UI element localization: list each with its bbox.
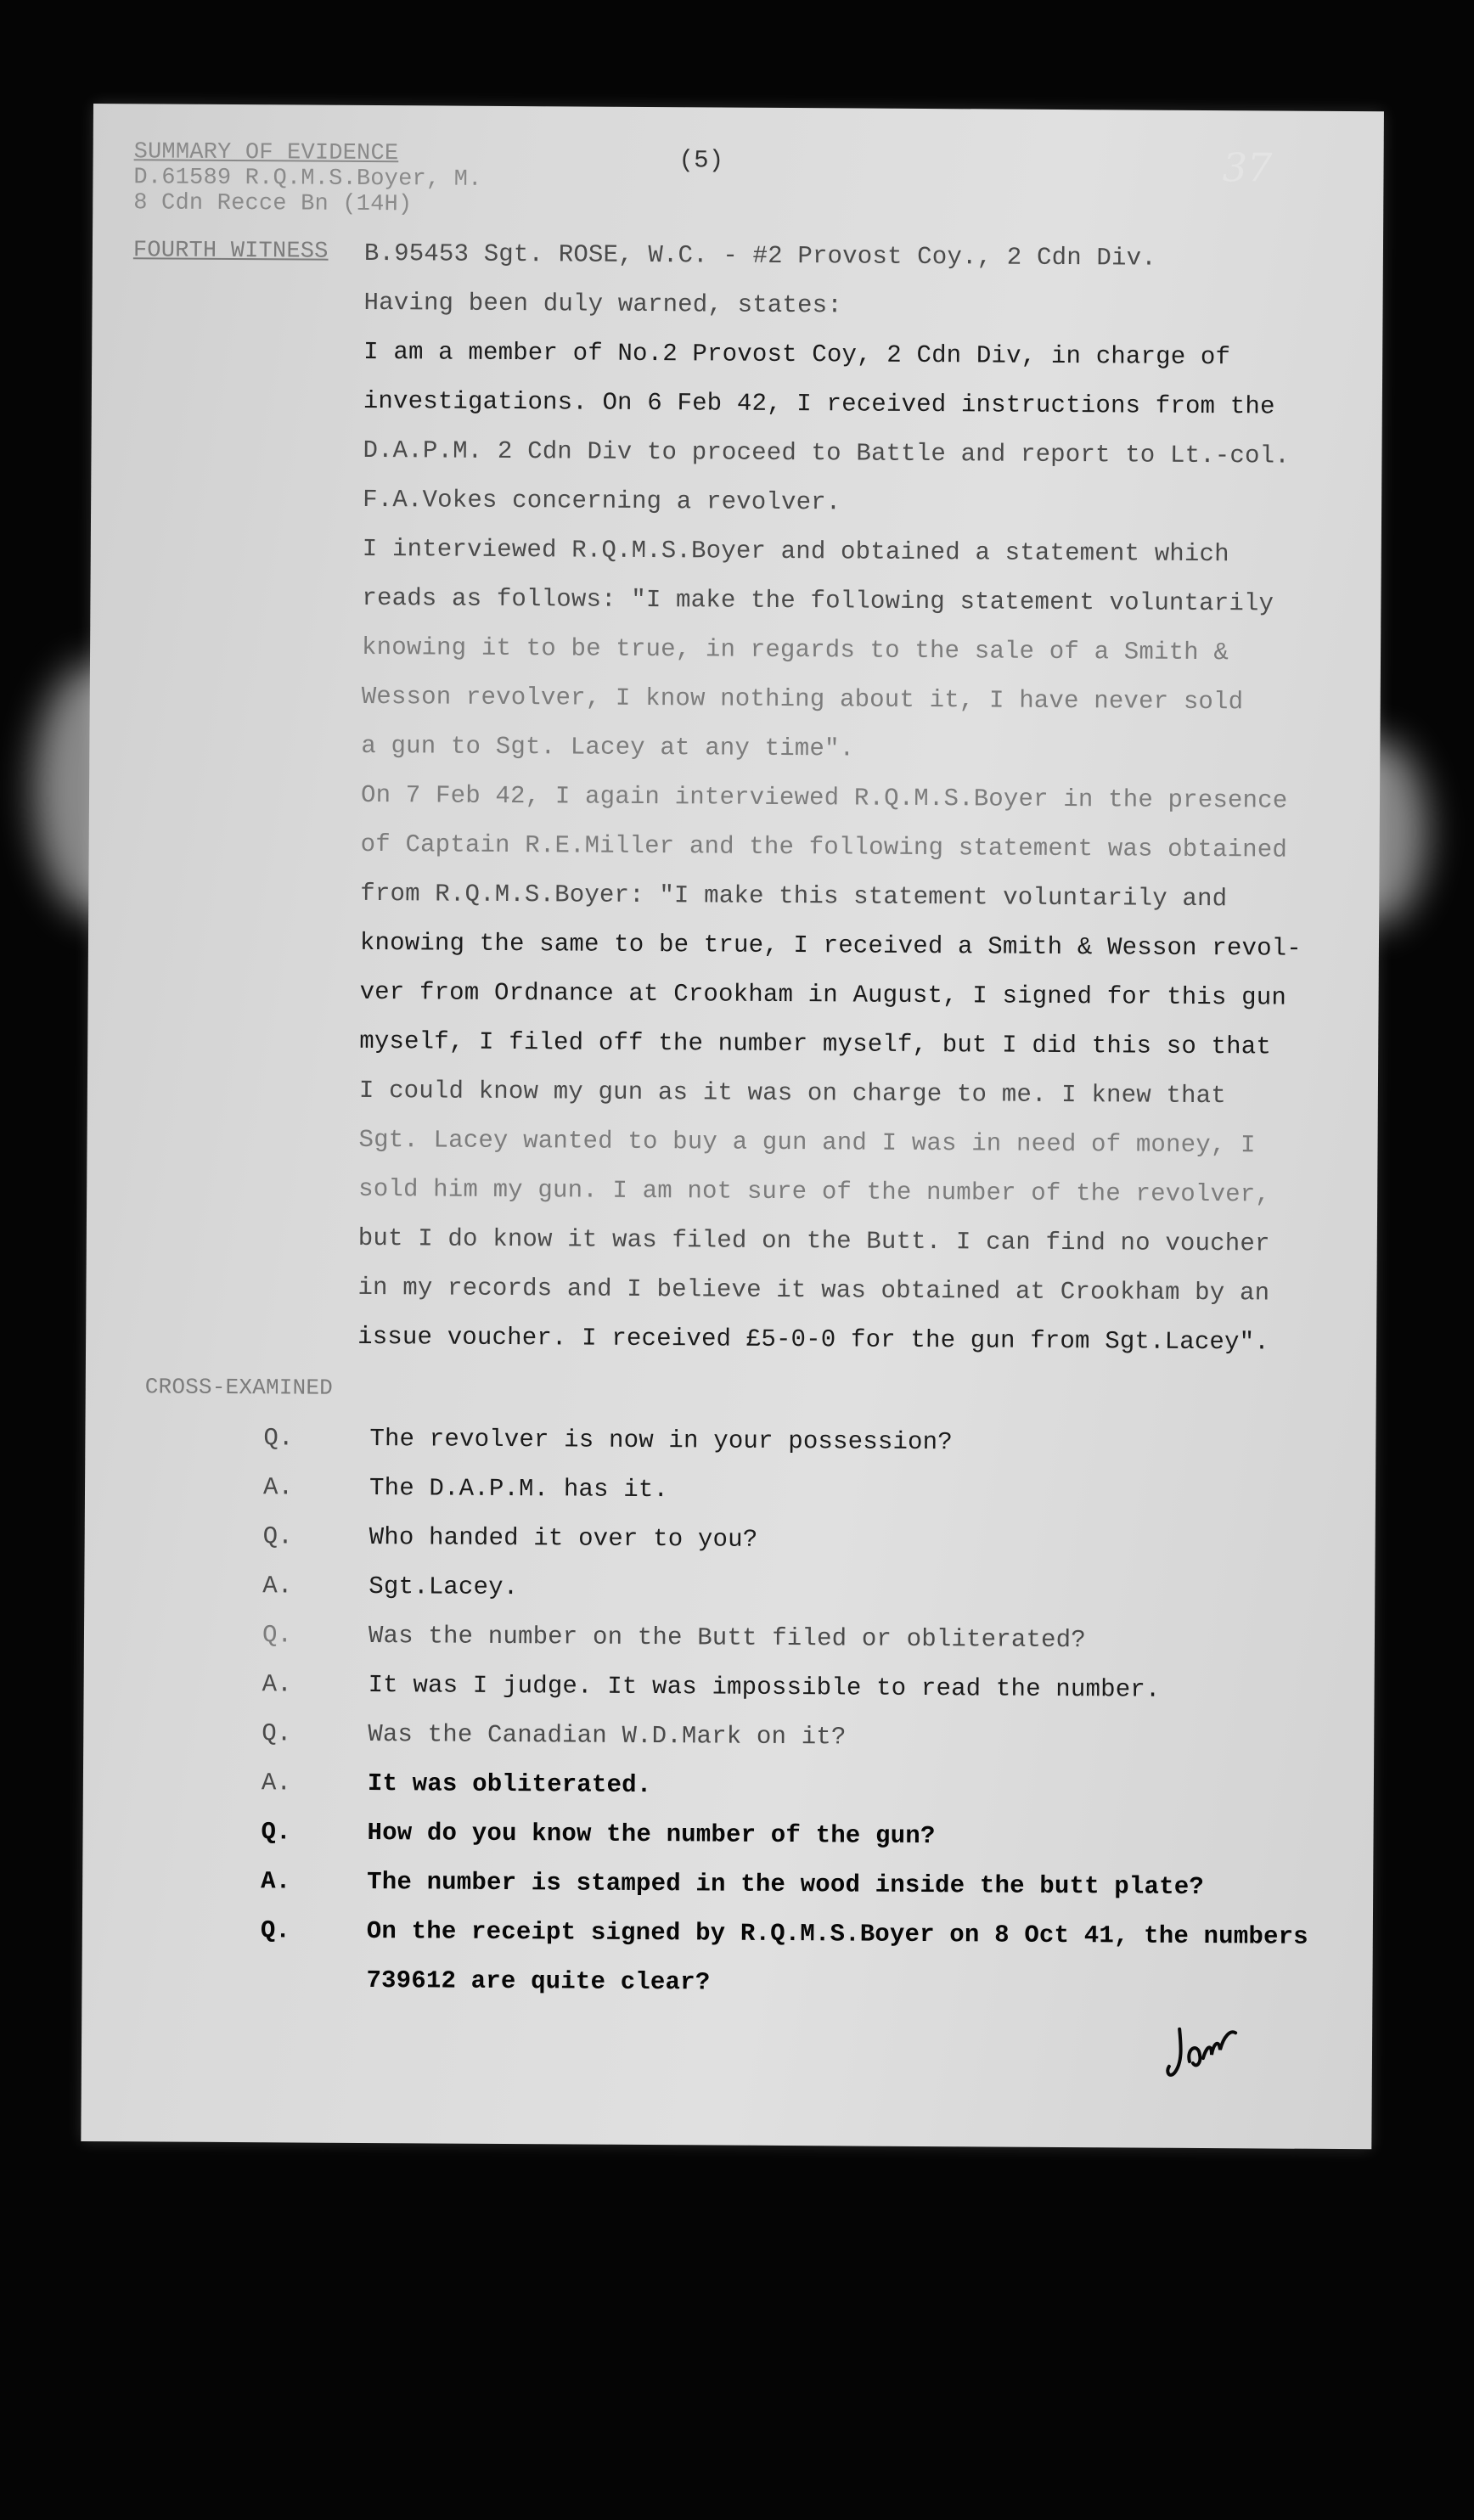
qa-speaker: A. bbox=[262, 1670, 292, 1699]
qa-speaker: Q. bbox=[260, 1916, 291, 1945]
qa-speaker: A. bbox=[262, 1473, 294, 1502]
qa-speaker: Q. bbox=[262, 1621, 293, 1650]
qa-text: How do you know the number of the gun? bbox=[367, 1819, 936, 1851]
statement-line: of Captain R.E.Miller and the following statement was obtained bbox=[360, 830, 1288, 864]
qa-speaker: Q. bbox=[262, 1719, 292, 1748]
page-number: (5) bbox=[678, 146, 724, 175]
qa-text: Sgt.Lacey. bbox=[368, 1572, 519, 1602]
qa-text: The D.A.P.M. has it. bbox=[368, 1474, 669, 1505]
statement-line: sold him my gun. I am not sure of the number of the revolver, bbox=[358, 1174, 1271, 1209]
statement-line: I am a member of No.2 Provost Coy, 2 Cdn Div, in charge of bbox=[363, 337, 1231, 372]
statement-line: I could know my gun as it was on charge to me. I knew that bbox=[358, 1076, 1226, 1111]
qa-text: The number is stamped in the wood inside the butt plate? bbox=[367, 1868, 1205, 1902]
statement-line: Wesson revolver, I know nothing about it, I have never sold bbox=[361, 682, 1244, 717]
statement-line: I interviewed R.Q.M.S.Boyer and obtained a statement which bbox=[362, 534, 1229, 569]
statement-line: myself, I filed off the number myself, but I did this so that bbox=[359, 1027, 1272, 1061]
statement-line: a gun to Sgt. Lacey at any time". bbox=[361, 731, 855, 763]
statement-line: but I do know it was filed on the Butt. I can find no voucher bbox=[357, 1223, 1270, 1258]
statement-line: reads as follows: "I make the following statement voluntarily bbox=[362, 583, 1274, 618]
qa-text: 739612 are quite clear? bbox=[366, 1966, 711, 1997]
qa-text: The revolver is now in your possession? bbox=[369, 1425, 954, 1457]
statement-line: knowing the same to be true, I received a Smith & Wesson revol- bbox=[359, 928, 1302, 963]
header-unit: 8 Cdn Recce Bn (14H) bbox=[133, 190, 413, 218]
header-accused: D.61589 R.Q.M.S.Boyer, M. bbox=[133, 165, 482, 193]
handwritten-initials-icon bbox=[1164, 2012, 1258, 2090]
statement-line: Having been duly warned, states: bbox=[363, 288, 842, 320]
statement-line: F.A.Vokes concerning a revolver. bbox=[363, 485, 841, 517]
statement-line: from R.Q.M.S.Boyer: "I make this statement voluntarily and bbox=[360, 879, 1228, 914]
qa-speaker: Q. bbox=[262, 1522, 294, 1551]
cross-examined-label: CROSS-EXAMINED bbox=[144, 1374, 334, 1401]
qa-text: It was I judge. It was impossible to read the number. bbox=[368, 1671, 1161, 1704]
statement-line: knowing it to be true, in regards to the sale of a Smith & bbox=[361, 633, 1229, 667]
statement-line: D.A.P.M. 2 Cdn Div to proceed to Battle and report to Lt.-col. bbox=[363, 436, 1290, 470]
statement-line: investigations. On 6 Feb 42, I received instructions from the bbox=[363, 386, 1275, 421]
statement-line: On 7 Feb 42, I again interviewed R.Q.M.S.Boyer in the presence bbox=[360, 780, 1288, 815]
qa-text: On the receipt signed by R.Q.M.S.Boyer on 8 Oct 41, the numbers bbox=[366, 1917, 1308, 1951]
witness-identity: B.95453 Sgt. ROSE, W.C. - #2 Provost Coy., 2 Cdn Div. bbox=[363, 239, 1156, 273]
statement-line: issue voucher. I received £5-0-0 for the gun from Sgt.Lacey". bbox=[357, 1322, 1269, 1357]
qa-speaker: Q. bbox=[263, 1424, 294, 1453]
statement-line: ver from Ordnance at Crookham in August, I signed for this gun bbox=[359, 977, 1287, 1012]
qa-speaker: A. bbox=[262, 1572, 293, 1600]
qa-speaker: Q. bbox=[261, 1818, 291, 1847]
qa-speaker: A. bbox=[261, 1769, 292, 1797]
qa-text: Was the Canadian W.D.Mark on it? bbox=[368, 1720, 847, 1752]
header-title: SUMMARY OF EVIDENCE bbox=[133, 139, 399, 167]
qa-text: It was obliterated. bbox=[367, 1769, 652, 1800]
qa-text: Who handed it over to you? bbox=[368, 1523, 758, 1554]
qa-text: Was the number on the Butt filed or obliterated? bbox=[368, 1622, 1087, 1655]
witness-label: FOURTH WITNESS bbox=[132, 238, 329, 265]
document-page bbox=[81, 104, 1384, 2149]
margin-number: 37 bbox=[1222, 144, 1273, 191]
statement-line: in my records and I believe it was obtained at Crookham by an bbox=[357, 1273, 1270, 1308]
statement-line: Sgt. Lacey wanted to buy a gun and I was in need of money, I bbox=[358, 1125, 1256, 1160]
qa-speaker: A. bbox=[261, 1867, 291, 1896]
